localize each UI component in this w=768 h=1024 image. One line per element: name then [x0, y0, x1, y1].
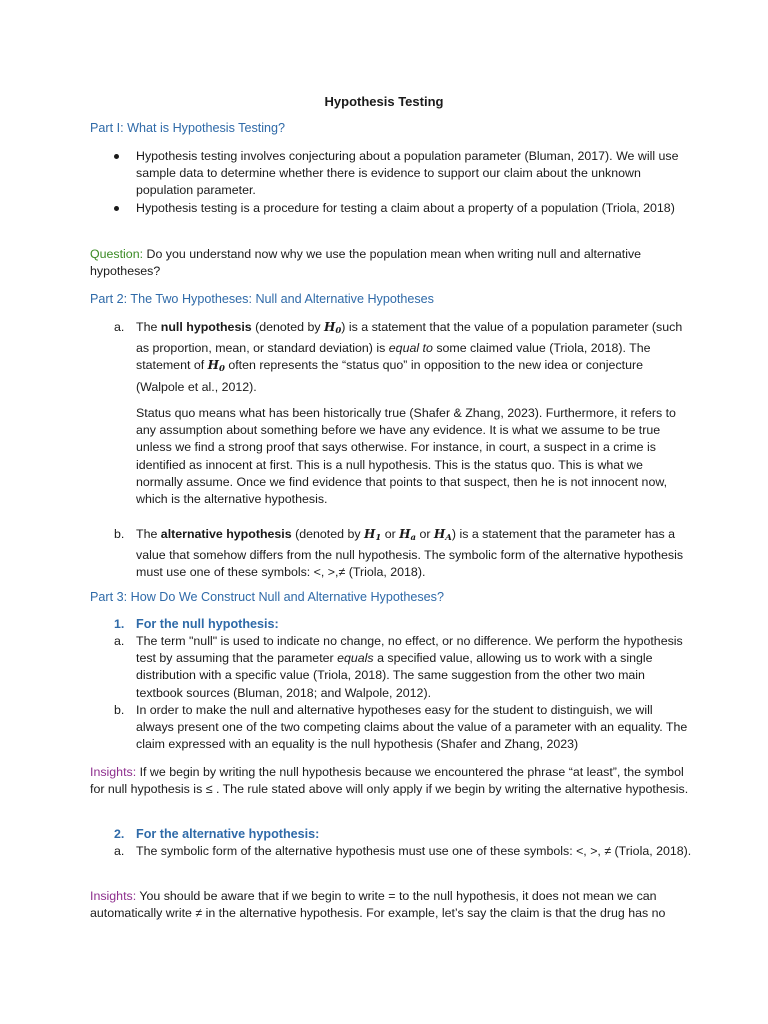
null-hypothesis-term: null hypothesis [160, 320, 252, 334]
h0-symbol: $H_0$ [207, 358, 225, 375]
document-title: Hypothesis Testing [324, 94, 444, 109]
hA-symbol: $H_A$ [433, 527, 452, 543]
alternative-hypothesis-subheading: For the alternative hypothesis: [136, 827, 320, 841]
part1-bullet-1: Hypothesis testing involves conjecturing about a population parameter (Bluman, 2017). We will use sample data to determine whether there is evidence to support our claim about the unknown population parameter. [136, 149, 679, 198]
null-hypothesis-subheading: For the null hypothesis: [136, 617, 279, 631]
ha-symbol: $H_a$ [399, 527, 417, 543]
bullet-icon [114, 206, 119, 211]
list-marker: a. [114, 634, 125, 648]
alternative-hypothesis-term: alternative hypothesis [160, 527, 292, 541]
h1-symbol: $H_1$ [363, 527, 382, 543]
bullet-icon [114, 154, 119, 159]
question-paragraph [90, 246, 690, 280]
list-marker: a. [114, 844, 125, 858]
list-marker: b. [114, 527, 125, 541]
insights-label: Insights: [90, 889, 137, 903]
part2-heading: Part 2: The Two Hypotheses: Null and Alternative Hypotheses [90, 292, 434, 306]
part1-heading: Part I: What is Hypothesis Testing? [90, 121, 286, 135]
question-label: Question: [90, 247, 144, 261]
status-quo-paragraph: Status quo means what has been historically true (Shafer & Zhang, 2023). Furthermore, it refers to any assumption about something before we have any evidence. It is what we assume to be true unless we find a strong proof that says otherwise. For instance, in court, a suspect in a crime is identified as innocent at first. This is a null hypothesis. This is the status quo. This is what we normally assume. Once we find evidence that points to that suspect, then he is not innocent now, which is the alternative hypothesis. [136, 406, 676, 507]
insights-label: Insights: [90, 765, 137, 779]
list-number: 2. [114, 827, 125, 841]
alternative-hypothesis-definition: The alternative hypothesis (denoted by $H_1$ or $H_a$ or $H_A$) is a statement that the parameter has a value that somehow differs from the null hypothesis. The symbolic form of the alternative hypothesis must use one of these symbols: <, >,≠ (Triola, 2018). [136, 527, 684, 580]
alternative-hypothesis-point-a: The symbolic form of the alternative hypothesis must use one of these symbols: <, >, ≠ (Triola, 2018). [136, 844, 692, 858]
null-hypothesis-definition: The null hypothesis (denoted by $H_0$) is a statement that the value of a population parameter (such as proportion, mean, or standard deviation) is equal to some claimed value (Triola, 2018). The statement of $H_0$ often represents the “status quo” in opposition to the new idea or conjecture (Walpole et al., 2012). [136, 320, 683, 394]
insights-paragraph-1: Insights: If we begin by writing the null hypothesis because we encountered the phrase “at least”, the symbol for null hypothesis is ≤ . The rule stated above will only apply if we begin by writing the alternative hypothesis. [90, 765, 689, 797]
list-number: 1. [114, 617, 125, 631]
equal-to-emphasis: equal to [388, 341, 433, 356]
equals-emphasis: equals [337, 651, 374, 666]
null-hypothesis-point-b: In order to make the null and alternative hypotheses easy for the student to distinguish, we will always present one of the two competing claims about the value of a parameter with an equality. The claim expressed with an equality is the null hypothesis (Shafer and Zhang, 2023) [136, 703, 688, 752]
list-marker: b. [114, 703, 125, 717]
insights-paragraph-2: Insights: You should be aware that if we begin to write = to the null hypothesis, it does not mean we can automatically write ≠ in the alternative hypothesis. For example, let’s say the claim is that the drug has no [90, 889, 666, 921]
question-text: Do you understand now why we use the population mean when writing null and alternative hypotheses? [90, 247, 642, 279]
h0-symbol: $H_0$ [324, 320, 342, 336]
part3-heading: Part 3: How Do We Construct Null and Alternative Hypotheses? [90, 590, 444, 604]
list-marker: a. [114, 320, 125, 334]
null-hypothesis-point-a: The term "null" is used to indicate no change, no effect, or no difference. We perform the hypothesis test by assuming that the parameter equals a specified value, allowing us to work with a single distribution with a specific value (Triola, 2018). The same suggestion from the other two main textbook sources (Bluman, 2018; and Walpole, 2012). [136, 634, 683, 700]
part1-bullet-2: Hypothesis testing is a procedure for testing a claim about a property of a population (Triola, 2018) [136, 201, 675, 215]
